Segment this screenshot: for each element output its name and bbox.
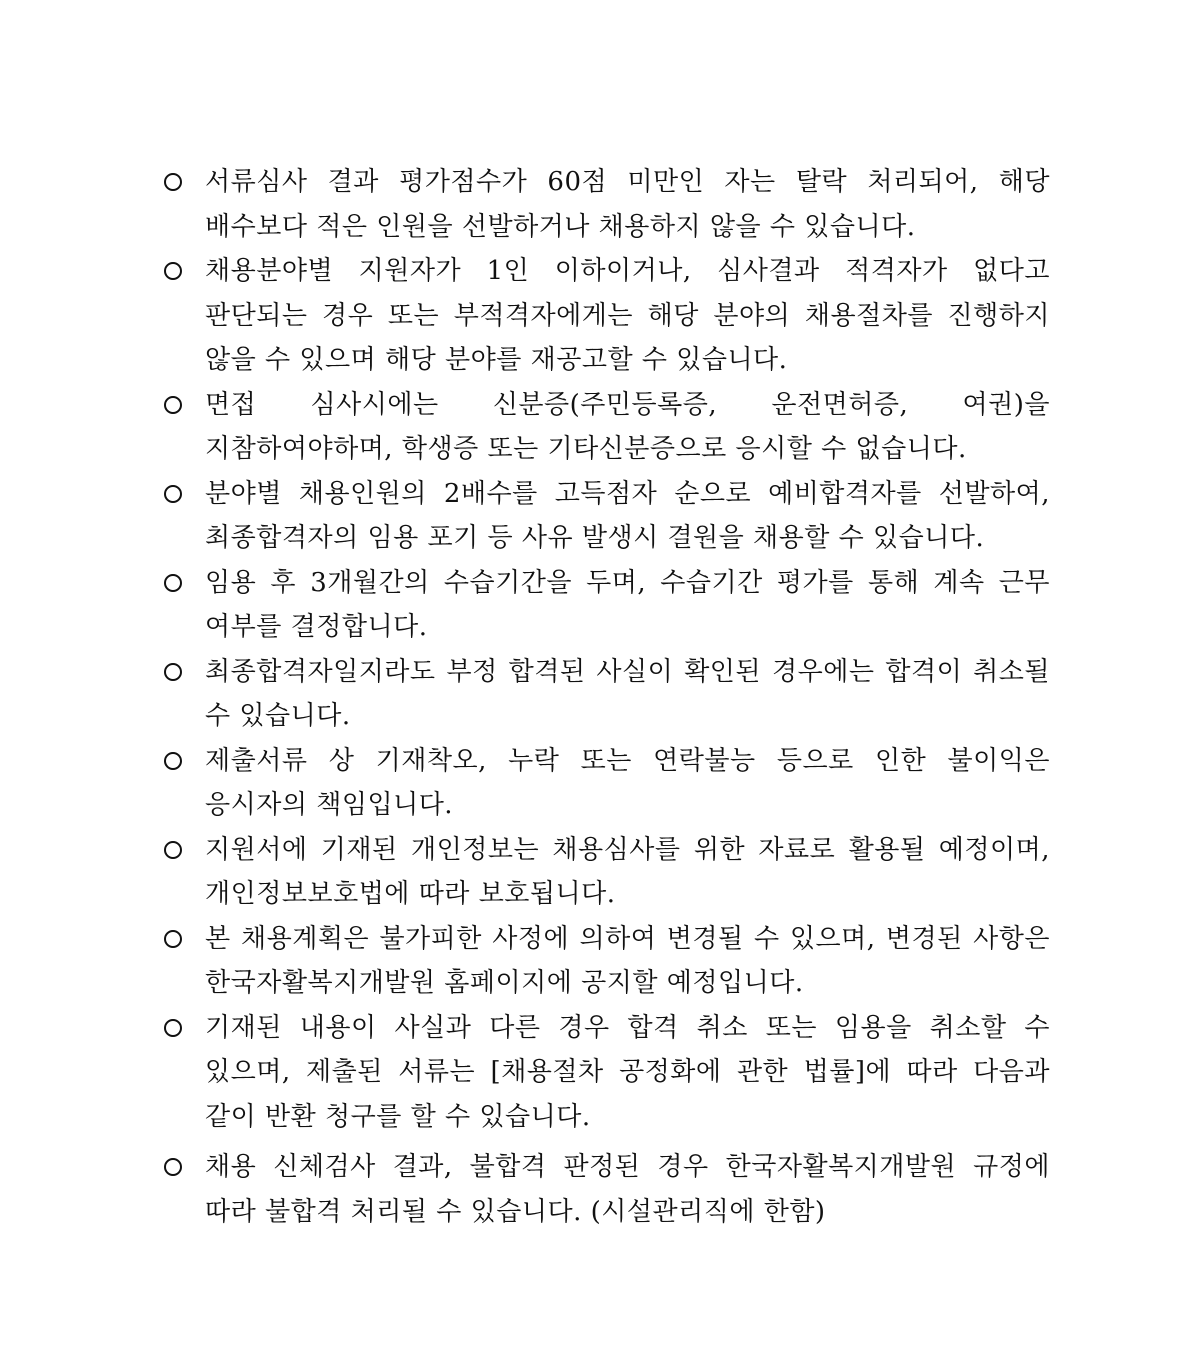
notice-text: 임용 후 3개월간의 수습기간을 두며, 수습기간 평가를 통해 계속 근무 여부를 결정합니다.: [205, 567, 1050, 642]
circle-bullet-icon: [164, 485, 182, 503]
notice-item-10: [160, 1006, 1050, 1140]
notice-item-2: [160, 249, 1050, 383]
notice-item-4: [160, 472, 1050, 561]
notice-item-7: [160, 739, 1050, 828]
circle-bullet-icon: [164, 262, 182, 280]
circle-bullet-icon: [164, 841, 182, 859]
circle-bullet-icon: [164, 930, 182, 948]
circle-bullet-icon: [164, 752, 182, 770]
notice-text: 서류심사 결과 평가점수가 60점 미만인 자는 탈락 처리되어, 해당 배수보다 적은 인원을 선발하거나 채용하지 않을 수 있습니다.: [205, 167, 1050, 242]
notice-text: 분야별 채용인원의 2배수를 고득점자 순으로 예비합격자를 선발하여, 최종합격자의 임용 포기 등 사유 발생시 결원을 채용할 수 있습니다.: [205, 478, 1050, 553]
notice-list: [160, 160, 1050, 1234]
circle-bullet-icon: [164, 1158, 182, 1176]
notice-item-6: [160, 650, 1050, 739]
circle-bullet-icon: [164, 574, 182, 592]
circle-bullet-icon: [164, 396, 182, 414]
notice-item-5: [160, 561, 1050, 650]
notice-item-1: [160, 160, 1050, 249]
notice-text: 면접 심사시에는 신분증(주민등록증, 운전면허증, 여권)을 지참하여야하며, 학생증 또는 기타신분증으로 응시할 수 없습니다.: [205, 389, 1050, 464]
notice-text: 채용분야별 지원자가 1인 이하이거나, 심사결과 적격자가 없다고 판단되는 경우 또는 부적격자에게는 해당 분야의 채용절차를 진행하지 않을 수 있으며 해당 분야를 재공고할 수 있습니다.: [205, 256, 1050, 375]
notice-text: 최종합격자일지라도 부정 합격된 사실이 확인된 경우에는 합격이 취소될 수 있습니다.: [205, 656, 1050, 731]
notice-text: 기재된 내용이 사실과 다른 경우 합격 취소 또는 임용을 취소할 수 있으며, 제출된 서류는 [채용절차 공정화에 관한 법률]에 따라 다음과 같이 반환 청구를 할 수 있습니다.: [205, 1012, 1050, 1132]
notice-text: 지원서에 기재된 개인정보는 채용심사를 위한 자료로 활용될 예정이며, 개인정보보호법에 따라 보호됩니다.: [205, 834, 1050, 909]
notice-item-8: [160, 828, 1050, 917]
notice-text: 본 채용계획은 불가피한 사정에 의하여 변경될 수 있으며, 변경된 사항은 한국자활복지개발원 홈페이지에 공지할 예정입니다.: [205, 923, 1050, 998]
notice-text: 제출서류 상 기재착오, 누락 또는 연락불능 등으로 인한 불이익은 응시자의 책임입니다.: [205, 745, 1050, 820]
notice-item-3: [160, 383, 1050, 472]
notice-item-11: [160, 1145, 1050, 1234]
notice-item-9: [160, 917, 1050, 1006]
circle-bullet-icon: [164, 1019, 182, 1037]
circle-bullet-icon: [164, 173, 182, 191]
notice-text: 채용 신체검사 결과, 불합격 판정된 경우 한국자활복지개발원 규정에 따라 불합격 처리될 수 있습니다. (시설관리직에 한함): [205, 1152, 1050, 1227]
circle-bullet-icon: [164, 663, 182, 681]
